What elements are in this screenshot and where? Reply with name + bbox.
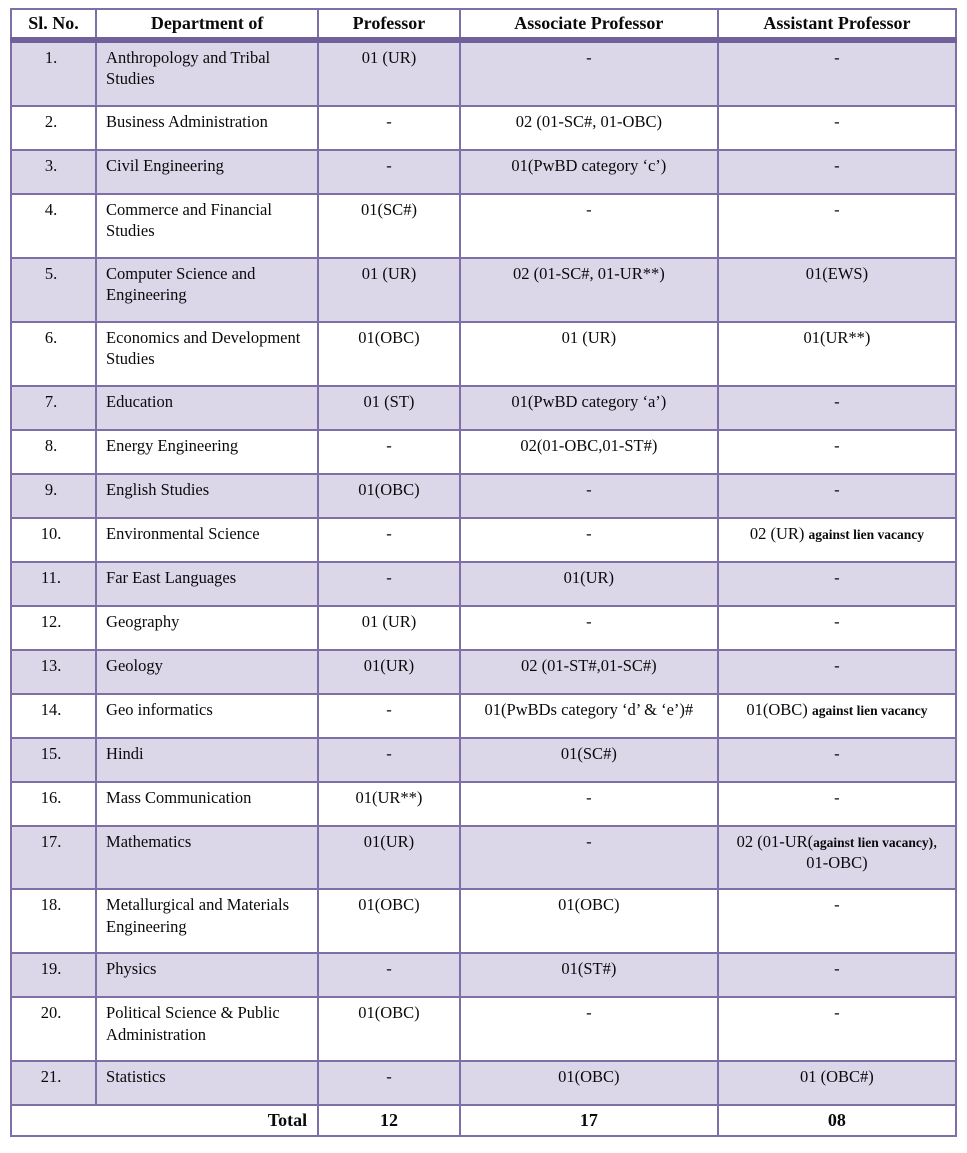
cell-sl: 11. — [11, 562, 96, 606]
cell-asst: - — [718, 40, 956, 106]
cell-assoc: 02 (01-ST#,01-SC#) — [460, 650, 718, 694]
cell-dept: Geology — [96, 650, 318, 694]
table-row — [11, 606, 956, 650]
cell-sl: 21. — [11, 1061, 96, 1105]
cell-prof: - — [318, 694, 460, 738]
cell-dept: Energy Engineering — [96, 430, 318, 474]
cell-prof: - — [318, 953, 460, 997]
cell-dept: Statistics — [96, 1061, 318, 1105]
cell-sl: 10. — [11, 518, 96, 562]
total-professor: 12 — [318, 1105, 460, 1136]
table-row — [11, 40, 956, 106]
table-row — [11, 150, 956, 194]
cell-prof: 01(UR) — [318, 826, 460, 890]
cell-sl: 19. — [11, 953, 96, 997]
table-body — [11, 40, 956, 1105]
table-row — [11, 430, 956, 474]
cell-prof: 01(OBC) — [318, 474, 460, 518]
cell-asst: - — [718, 430, 956, 474]
cell-asst: - — [718, 562, 956, 606]
cell-prof: - — [318, 430, 460, 474]
cell-asst: - — [718, 150, 956, 194]
cell-asst: - — [718, 953, 956, 997]
column-header-assoc: Associate Professor — [460, 9, 718, 40]
cell-assoc: 01(ST#) — [460, 953, 718, 997]
table-row — [11, 738, 956, 782]
table-row — [11, 1061, 956, 1105]
cell-prof: 01 (UR) — [318, 40, 460, 106]
table-row — [11, 889, 956, 953]
cell-dept: Computer Science and Engineering — [96, 258, 318, 322]
cell-sl: 7. — [11, 386, 96, 430]
cell-assoc: 01(OBC) — [460, 889, 718, 953]
cell-assoc: 01 (UR) — [460, 322, 718, 386]
cell-asst: 01 (OBC#) — [718, 1061, 956, 1105]
table-row — [11, 694, 956, 738]
cell-sl: 5. — [11, 258, 96, 322]
cell-sl: 13. — [11, 650, 96, 694]
cell-assoc: 01(SC#) — [460, 738, 718, 782]
cell-asst: - — [718, 782, 956, 826]
cell-dept: Economics and Development Studies — [96, 322, 318, 386]
table-row — [11, 650, 956, 694]
cell-prof: 01 (ST) — [318, 386, 460, 430]
table-row — [11, 106, 956, 150]
cell-assoc: - — [460, 826, 718, 890]
vacancy-table — [10, 8, 957, 1137]
total-row — [11, 1105, 956, 1136]
cell-prof: - — [318, 562, 460, 606]
cell-dept: Civil Engineering — [96, 150, 318, 194]
table-row — [11, 997, 956, 1061]
cell-asst: 02 (01-UR(against lien vacancy), 01-OBC) — [718, 826, 956, 890]
table-row — [11, 953, 956, 997]
column-header-dept: Department of — [96, 9, 318, 40]
cell-asst: 01(OBC) against lien vacancy — [718, 694, 956, 738]
cell-sl: 15. — [11, 738, 96, 782]
cell-sl: 20. — [11, 997, 96, 1061]
header-row — [11, 9, 956, 40]
cell-dept: English Studies — [96, 474, 318, 518]
cell-dept: Far East Languages — [96, 562, 318, 606]
cell-sl: 4. — [11, 194, 96, 258]
cell-prof: 01(OBC) — [318, 997, 460, 1061]
cell-prof: 01(OBC) — [318, 322, 460, 386]
cell-sl: 16. — [11, 782, 96, 826]
cell-asst: - — [718, 106, 956, 150]
cell-sl: 3. — [11, 150, 96, 194]
cell-prof: - — [318, 150, 460, 194]
cell-sl: 17. — [11, 826, 96, 890]
cell-asst: - — [718, 889, 956, 953]
cell-dept: Commerce and Financial Studies — [96, 194, 318, 258]
cell-dept: Education — [96, 386, 318, 430]
cell-asst: 01(EWS) — [718, 258, 956, 322]
table-row — [11, 194, 956, 258]
total-associate-professor: 17 — [460, 1105, 718, 1136]
cell-assoc: 02(01-OBC,01-ST#) — [460, 430, 718, 474]
cell-sl: 1. — [11, 40, 96, 106]
cell-sl: 6. — [11, 322, 96, 386]
cell-assoc: - — [460, 40, 718, 106]
cell-assoc: - — [460, 474, 718, 518]
cell-dept: Metallurgical and Materials Engineering — [96, 889, 318, 953]
cell-dept: Mathematics — [96, 826, 318, 890]
cell-assoc: - — [460, 782, 718, 826]
cell-asst: - — [718, 474, 956, 518]
cell-assoc: - — [460, 997, 718, 1061]
cell-dept: Anthropology and Tribal Studies — [96, 40, 318, 106]
cell-prof: 01(UR) — [318, 650, 460, 694]
cell-prof: 01(OBC) — [318, 889, 460, 953]
cell-sl: 18. — [11, 889, 96, 953]
table-row — [11, 322, 956, 386]
total-assistant-professor: 08 — [718, 1105, 956, 1136]
column-header-sl: Sl. No. — [11, 9, 96, 40]
cell-assoc: - — [460, 606, 718, 650]
column-header-asst: Assistant Professor — [718, 9, 956, 40]
total-label: Total — [11, 1105, 318, 1136]
cell-assoc: - — [460, 194, 718, 258]
cell-dept: Physics — [96, 953, 318, 997]
cell-prof: 01(SC#) — [318, 194, 460, 258]
cell-asst: - — [718, 606, 956, 650]
table-row — [11, 826, 956, 890]
cell-asst: - — [718, 997, 956, 1061]
table-row — [11, 474, 956, 518]
cell-asst: - — [718, 194, 956, 258]
cell-asst: 01(UR**) — [718, 322, 956, 386]
cell-dept: Business Administration — [96, 106, 318, 150]
cell-assoc: 01(PwBD category ‘a’) — [460, 386, 718, 430]
cell-sl: 9. — [11, 474, 96, 518]
cell-dept: Environmental Science — [96, 518, 318, 562]
cell-sl: 8. — [11, 430, 96, 474]
cell-assoc: 02 (01-SC#, 01-OBC) — [460, 106, 718, 150]
cell-dept: Geography — [96, 606, 318, 650]
cell-assoc: 01(PwBDs category ‘d’ & ‘e’)# — [460, 694, 718, 738]
cell-asst: 02 (UR) against lien vacancy — [718, 518, 956, 562]
cell-assoc: 02 (01-SC#, 01-UR**) — [460, 258, 718, 322]
cell-prof: - — [318, 1061, 460, 1105]
cell-assoc: - — [460, 518, 718, 562]
cell-prof: - — [318, 518, 460, 562]
cell-asst: - — [718, 650, 956, 694]
cell-dept: Geo informatics — [96, 694, 318, 738]
cell-sl: 12. — [11, 606, 96, 650]
cell-prof: - — [318, 738, 460, 782]
table-row — [11, 518, 956, 562]
cell-sl: 2. — [11, 106, 96, 150]
cell-dept: Hindi — [96, 738, 318, 782]
cell-assoc: 01(OBC) — [460, 1061, 718, 1105]
table-row — [11, 258, 956, 322]
cell-assoc: 01(UR) — [460, 562, 718, 606]
table-row — [11, 782, 956, 826]
cell-prof: 01(UR**) — [318, 782, 460, 826]
cell-dept: Mass Communication — [96, 782, 318, 826]
cell-prof: 01 (UR) — [318, 606, 460, 650]
column-header-prof: Professor — [318, 9, 460, 40]
cell-dept: Political Science & Public Administration — [96, 997, 318, 1061]
cell-prof: - — [318, 106, 460, 150]
table-row — [11, 386, 956, 430]
cell-asst: - — [718, 386, 956, 430]
table-row — [11, 562, 956, 606]
cell-sl: 14. — [11, 694, 96, 738]
cell-prof: 01 (UR) — [318, 258, 460, 322]
cell-asst: - — [718, 738, 956, 782]
cell-assoc: 01(PwBD category ‘c’) — [460, 150, 718, 194]
